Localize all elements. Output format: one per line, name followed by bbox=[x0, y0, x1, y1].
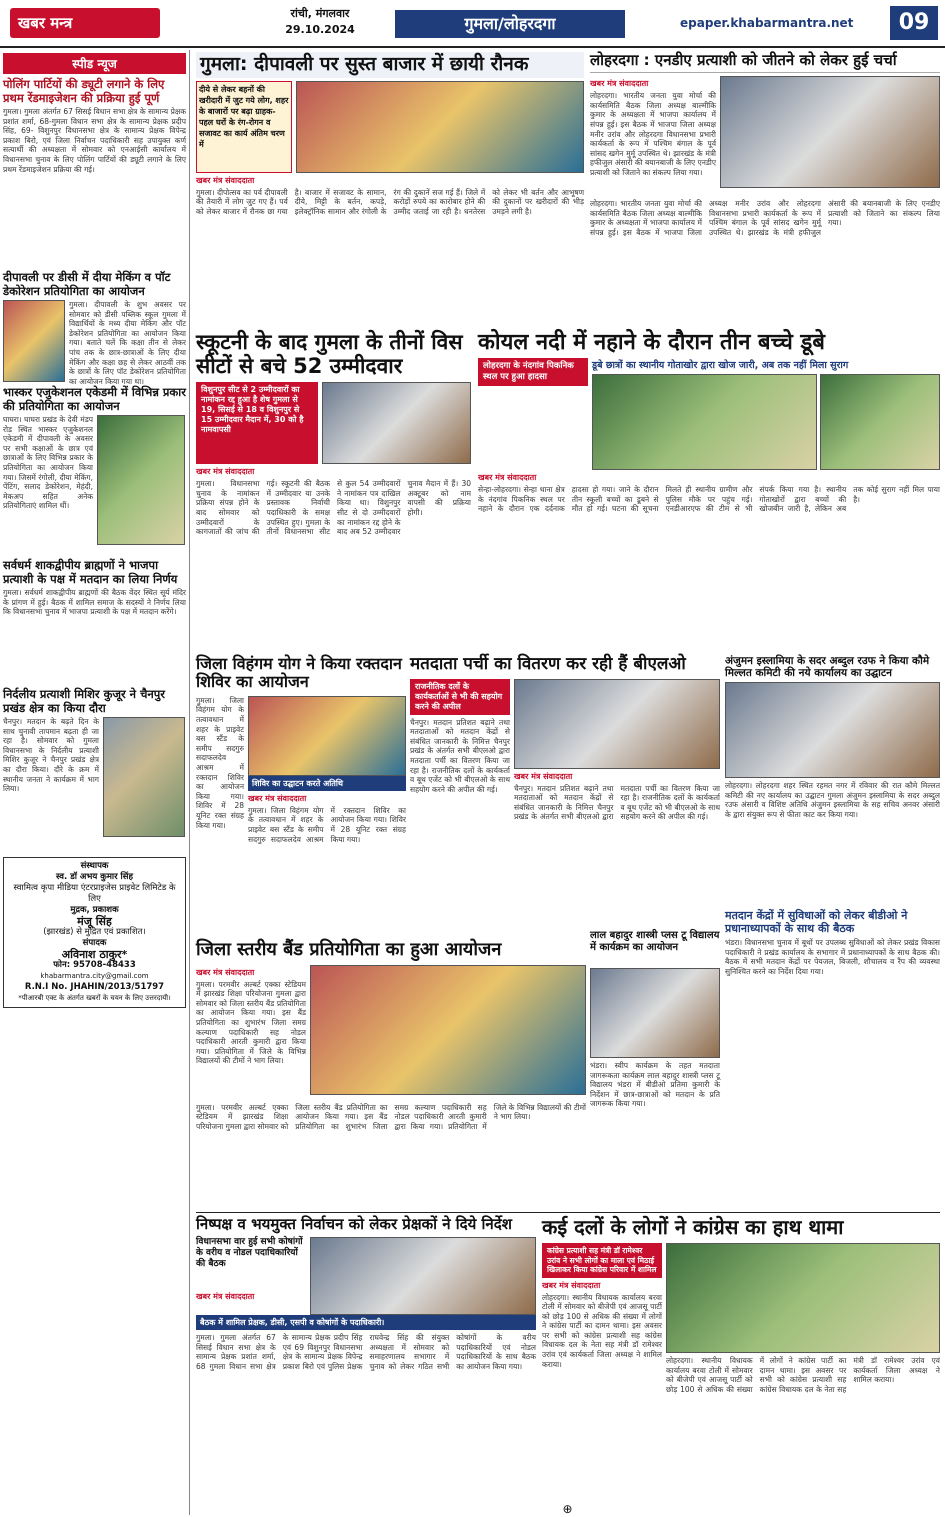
story-diwali-market bbox=[196, 52, 587, 312]
story-photo bbox=[248, 696, 406, 776]
story-body-continued: गुमला। परमवीर अल्बर्ट एक्का स्टेडियम में झारखंड शिक्षा परियोजना गुमला द्वारा सोमवार को जिला स्तरीय बैंड प्रतियोगिता का आयोजन किया गया। इस बैंड प्रतियोगिता का शुभारंभ जिला समग्र कल्याण पदाधिकारी सह नोडल पदाधिकारी आरती कुमारी द्वारा किया गया। प्रतियोगिता में जिले के विभिन्न विद्यालयों की टीमों ने भाग लिया। bbox=[196, 1102, 589, 1131]
issue-date: 29.10.2024 bbox=[285, 23, 355, 36]
story-photo bbox=[310, 965, 586, 1095]
story-headline: जिला विहंगम योग ने किया रक्तदान शिविर का आयोजन bbox=[196, 654, 402, 692]
imprint-line: (झारखंड) से मुद्रित एवं प्रकाशित। bbox=[43, 927, 146, 937]
story-headline: अंजुमन इस्लामिया के सदर अब्दुल रउफ ने किया कौमे मिल्लत कमिटी की नये कार्यालय का उद्घाटन bbox=[725, 655, 930, 680]
city-day: रांची, मंगलवार bbox=[290, 7, 350, 20]
story-subheadline: विधानसभा वार हुई सभी कोषांगों के वरीय व नोडल पदाधिकारियों की बैठक bbox=[196, 1237, 303, 1270]
story-subheadline: डूबे छात्रों का स्थानीय गोताखोर द्वारा खोज जारी, अब तक नहीं मिला सुराग bbox=[592, 360, 849, 372]
story-photo bbox=[666, 1243, 940, 1353]
story-body: गुमला। परमवीर अल्बर्ट एक्का स्टेडियम में झारखंड शिक्षा परियोजना गुमला द्वारा सोमवार को जिला स्तरीय बैंड प्रतियोगिता का आयोजन किया गया। इस बैंड प्रतियोगिता का शुभारंभ जिला समग्र कल्याण पदाधिकारी सह नोडल पदाधिकारी आरती कुमारी द्वारा किया गया। प्रतियोगिता में जिले के विभिन्न विद्यालयों की टीमों ने भाग लिया। bbox=[196, 979, 309, 1066]
story-observers-meeting bbox=[196, 1215, 539, 1498]
news-photo bbox=[103, 717, 185, 837]
story-body-continued: चैनपुर। मतदान प्रतिशत बढ़ाने तथा मतदाताओं को मतदान केंद्रों से संबंधित जानकारी के निमित्त चैनपुर प्रखंड के अंतर्गत सभी बीएलओ द्वारा मतदाता पर्ची का वितरण किया जा रहा है। राजनीतिक दलों के कार्यकर्ता व बूथ एजेंट को भी बीएलओ के साथ सहयोग करने की अपील की गई। bbox=[514, 783, 723, 822]
story-headline: जिला स्तरीय बैंड प्रतियोगिता का हुआ आयोजन bbox=[196, 939, 502, 960]
news-body: गुमला। गुमला अंतर्गत 67 सिसई विधान सभा क्षेत्र के सामान्य प्रेक्षक प्रशांत शर्मा, 68-गुमला विधान सभा क्षेत्र के सामान्य प्रेक्षक प्रदीप सिंह, 69- विशुनपुर विधानसभा क्षेत्र के सामान्य प्रेक्षक विपेन्द्र प्रकाश बिरो, एवं जिला निर्वाचन पदाधिकारी सह उपायुक्त कर्ण सत्यार्थी की अध्यक्षता में सोमवार को एनआईसी कार्यालय में विधानसभा चुनाव के लिए पोलिंग पार्टियों की ड्यूटी लगाने के लिए प्रथम रेंडमाइजेशन प्रक्रिया की गई। bbox=[3, 107, 189, 174]
story-dateline: खबर मंत्र संवाददाता bbox=[196, 1292, 255, 1302]
news-body: गुमला। दीपावली के शुभ अवसर पर सोमवार को डीसी पब्लिक स्कूल गुमला में विद्यार्थियों के मध्य दीया मेकिंग और पॉट डेकोरेशन प्रतियोगिता का आयोजन किया गया। बताते चलें कि कक्षा तीन से लेकर पांच तक के छात्र-छात्राओं के लिए दीया मेकिंग और कक्षा छह से लेकर आठवीं तक के छात्रों के लिए पॉट डेकोरेशन प्रतियोगिता का आयोजन किया गया था। bbox=[69, 300, 189, 386]
story-photo bbox=[592, 374, 817, 470]
story-scrutiny bbox=[196, 330, 474, 650]
story-band-competition bbox=[196, 939, 589, 1210]
story-congress-joining bbox=[542, 1215, 943, 1498]
story-dateline: खबर मंत्र संवाददाता bbox=[196, 467, 255, 477]
story-headline: निष्पक्ष व भयमुक्त निर्वाचन को लेकर प्रेक्षकों ने दिये निर्देश bbox=[196, 1215, 512, 1233]
story-dateline: खबर मंत्र संवाददाता bbox=[196, 175, 255, 185]
story-photo bbox=[310, 1237, 536, 1315]
imprint-box bbox=[3, 857, 186, 1008]
story-headline: गुमला: दीपावली पर सुस्त बाजार में छायी रौनक bbox=[196, 52, 584, 78]
story-photo bbox=[725, 682, 940, 778]
story-body-continued: गुमला। जिला विहंगम योग के तत्वावधान में शहर के प्राइवेट बस स्टैंड के समीप सदगुरु सदाफलदेव आश्रम में रक्तदान शिविर का आयोजन किया गया। शिविर में 28 यूनिट रक्त संग्रह किया गया। bbox=[248, 805, 409, 844]
story-caption: शिविर का उद्घाटन करते अतिथि bbox=[248, 776, 406, 791]
news-headline: भास्कर एजुकेशनल एकेडमी में विभिन्न प्रकार की प्रतियोगिता का आयोजन bbox=[3, 385, 186, 413]
brand-logo: खबर मन्त्र bbox=[10, 8, 160, 38]
imprint-line[interactable]: khabarmantra.city@gmail.com bbox=[40, 972, 149, 980]
imprint-line: संस्थापक bbox=[80, 861, 109, 871]
news-headline: दीपावली पर डीसी में दीया मेकिंग व पॉट डेकोरेशन प्रतियोगिता का आयोजन bbox=[3, 270, 171, 298]
imprint-line: मुद्रक, प्रकाशक bbox=[70, 905, 119, 915]
story-caption: दीये से लेकर बहनों की खरीदारी में जुट गये लोग, शहर के बाजारों पर बढ़ा ग्राहक-पहल घरों के रंग-रोगन व सजावट का कार्य अंतिम चरण में bbox=[196, 81, 292, 173]
news-headline: सर्वधर्म शाकद्वीपीय ब्राह्मणों ने भाजपा प्रत्याशी के पक्ष में मतदान का लिया निर्णय bbox=[3, 558, 178, 586]
story-blood-donation bbox=[196, 654, 409, 935]
imprint-line: *पीआरबी एक्ट के अंतर्गत खबरों के चयन के लिए उत्तरदायी। bbox=[18, 994, 171, 1002]
news-body: गुमला। सर्वधर्म शाकद्वीपीय ब्राह्मणों की बैठक वेंदर स्थित सूर्य मंदिर के प्रांगण में हुई। बैठक में शामिल समाज के सदस्यों ने निर्णय लिया कि विधानसभा चुनाव में भाजपा प्रत्याशी के पक्ष में मतदान करेंगे। bbox=[3, 588, 189, 617]
story-voter-slip bbox=[410, 654, 723, 935]
section-title: गुमला/लोहरदगा bbox=[395, 10, 625, 38]
story-photo bbox=[720, 76, 940, 188]
story-body: गुमला। विधानसभा चुनाव के नामांकन प्रक्रिया संपन्न होने के बाद सोमवार को उम्मीदवारों के कागजातों की जांच की गई। स्कूटनी की बैठक में उम्मीदवार या उनके प्रस्तावक निर्वाची पदाधिकारी के समक्ष उपस्थित हुए। गुमला के तीनों विधानसभा सीट से कुल 54 उम्मीदवारों ने नामांकन पत्र दाखिल किया था। विशुनपुर सीट से दो उम्मीदवारों का नामांकन रद्द होने के बाद अब 52 उम्मीदवार चुनाव मैदान में हैं। 30 अक्टूबर को नाम वापसी की प्रक्रिया होगी। bbox=[196, 479, 474, 537]
story-dateline: खबर मंत्र संवाददाता bbox=[590, 79, 649, 89]
story-headline: लाल बहादुर शास्त्री प्लस टू विद्यालय में कार्यक्रम का आयोजन bbox=[590, 930, 720, 953]
story-body: चैनपुर। मतदान प्रतिशत बढ़ाने तथा मतदाताओं को मतदान केंद्रों से संबंधित जानकारी के निमित्त चैनपुर प्रखंड के अंतर्गत सभी बीएलओ द्वारा मतदाता पर्ची का वितरण किया जा रहा है। राजनीतिक दलों के कार्यकर्ता व बूथ एजेंट को भी बीएलओ के साथ सहयोग करने की अपील की गई। bbox=[410, 717, 513, 794]
dateline-block bbox=[250, 6, 390, 42]
story-photo bbox=[322, 382, 471, 464]
news-body: चैनपुर। मतदान के बढ़ते दिन के साथ चुनावी तापमान बढ़ता ही जा रहा है। सोमवार को गुमला विधानसभा के निर्दलीय प्रत्याशी मिशिर कुजूर ने चैनपुर प्रखंड क्षेत्र का दौरा किया। दौरे के क्रम में स्थानीय जनता ने कार्यक्रम में भाग लिया। bbox=[3, 717, 102, 794]
story-body: लोहरदगा। भारतीय जनता युवा मोर्चा की कार्यसमिति बैठक जिला अध्यक्ष बाल्मीकि कुमार के अध्यक्षता में भाजपा कार्यालय में संपन्न हुई। इस बैठक में भाजपा जिला अध्यक्ष मनीर उरांव और लोहरदगा विधानसभा प्रभारी कार्यकर्ता के रूप में पश्चिम बंगाल के पूर्व सांसद खगेन मुर्मू उपस्थित थे। झारखंड के मंत्री हफीजुल अंसारी की बयानबाजी के लिए एनडीए प्रत्याशी को जिताने का संकल्प लिया गया। bbox=[590, 91, 719, 177]
story-nda-candidate bbox=[590, 51, 943, 324]
registration-mark: ⊕ bbox=[562, 1501, 573, 1516]
imprint-line: फोन: 95708-48433 bbox=[53, 960, 136, 970]
story-body: गुमला। जिला विहंगम योग के तत्वावधान में शहर के प्राइवेट बस स्टैंड के समीप सदगुरु सदाफलदेव आश्रम में रक्तदान शिविर का आयोजन किया गया। शिविर में 28 यूनिट रक्त संग्रह किया गया। bbox=[196, 695, 247, 830]
story-highlight: राजनीतिक दलों के कार्यकर्ताओं से भी की सहयोग करने की अपील bbox=[410, 679, 510, 715]
story-highlight: कांग्रेस प्रत्याशी सह मंत्री डॉ रामेश्वर उरांव ने सभी लोगों का माला एवं मिठाई खिलाकर किया कांग्रेस परिवार में शामिल bbox=[542, 1243, 662, 1278]
left-column bbox=[0, 50, 190, 1515]
imprint-line: अविनाश ठाकुर* bbox=[61, 948, 128, 961]
story-body-continued: लोहरदगा। भारतीय जनता युवा मोर्चा की कार्यसमिति बैठक जिला अध्यक्ष बाल्मीकि कुमार के अध्यक्षता में भाजपा कार्यालय में संपन्न हुई। इस बैठक में भाजपा जिला अध्यक्ष मनीर उरांव और लोहरदगा विधानसभा प्रभारी कार्यकर्ता के रूप में पश्चिम बंगाल के पूर्व सांसद खगेन मुर्मू उपस्थित थे। झारखंड के मंत्री हफीजुल अंसारी की बयानबाजी के लिए एनडीए प्रत्याशी को जिताने का संकल्प लिया गया। bbox=[590, 199, 943, 238]
story-body: लोहरदगा। स्थानीय विधायक कार्यालय बरवा टोली में सोमवार को बीजेपी एवं आजसू पार्टी को छोड़ 100 से अधिक की संख्या में लोगों ने कांग्रेस पार्टी का दामन थामा। इस अवसर पर सभी को कांग्रेस प्रत्याशी सह कांग्रेस विधायक दल के नेता सह मंत्री डॉ रामेश्वर उरांव एवं कार्यकर्ता जिला अध्यक्ष ने शामिल कराया। bbox=[542, 1292, 665, 1369]
news-headline: पोलिंग पार्टियों की ड्यूटी लगाने के लिए प्रथम रेंडमाइजेशन की प्रक्रिया हुई पूर्ण bbox=[3, 77, 165, 105]
story-highlight: विशुनपुर सीट से 2 उम्मीदवारों का नामांकन रद्द हुआ है शेष गुमला से 19, सिसई से 18 व विशुनपुर से 15 उम्मीदवार मैदान में, 30 को है नामवापसी bbox=[196, 382, 318, 464]
story-body: सेन्हा-लोहरदगा। सेन्हा थाना क्षेत्र के नंदगांव पिकनिक स्थल पर नहाने के दौरान एक दर्दनाक हादसा हो गया। जाने के दौरान तीन स्कूली बच्चों का डूबने से मौत हो गई। घटना की सूचना मिलते ही स्थानीय ग्रामीण और पुलिस मौके पर पहुंच गई। एनडीआरएफ की टीम से भी संपर्क किया गया है। स्थानीय गोताखोरों द्वारा बच्चों की खोजबीन जारी है, लेकिन अब तक कोई सुराग नहीं मिल पाया है। bbox=[478, 485, 943, 514]
story-body: लोहरदगा। लोहरदगा शहर स्थित रहमत नगर में रविवार की रात कौमे मिल्लत कमिटी की नए कार्यालय का उद्घाटन गुमला अंजुमन इस्लामिया के सदर अब्दुल रउफ अंसारी व विशिष्ट अतिथि अंजुमन इस्लामिया के सह सचिव अनवर अंसारी के द्वारा संयुक्त रूप से फीता काट कर किया गया। bbox=[725, 781, 943, 819]
story-koel-river bbox=[478, 330, 943, 655]
story-dateline: खबर मंत्र संवाददाता bbox=[196, 967, 255, 977]
story-headline: मतदाता पर्ची का वितरण कर रही हैं बीएलओ bbox=[410, 654, 686, 674]
story-highlight: लोहरदगा के नंदगांव पिकनिक स्थल पर हुआ हादसा bbox=[478, 358, 588, 386]
story-photo bbox=[296, 81, 584, 173]
story-caption: बैठक में शामिल प्रेक्षक, डीसी, एसपी व कोषांगों के पदाधिकारी। bbox=[196, 1315, 536, 1330]
story-dateline: खबर मंत्र संवाददाता bbox=[542, 1280, 601, 1290]
story-dateline: खबर मंत्र संवाददाता bbox=[514, 771, 573, 781]
story-headline: मतदान केंद्रों में सुविधाओं को लेकर बीडीओ ने प्रधानाध्यापकों के साथ की बैठक bbox=[725, 909, 908, 935]
story-lbs-school-title bbox=[590, 930, 720, 965]
story-body: गुमला। दीपोत्सव का पर्व दीपावली की तैयारी में लोग जुट गए हैं। पर्व को लेकर बाजार में रौनक छा गया है। बाजार में सजावट के सामान, दीये, मिट्टी के बर्तन, कपड़े, इलेक्ट्रॉनिक सामान और रंगोली के रंग की दुकानें सज गई हैं। जिले में करोड़ों रुपये का कारोबार होने की उम्मीद जताई जा रही है। धनतेरस को लेकर भी बर्तन और आभूषण की दुकानों पर खरीदारों की भीड़ उमड़ने लगी है। bbox=[196, 187, 587, 217]
story-body: भंडरा। विधानसभा चुनाव में बूथों पर उपलब्ध सुविधाओं को लेकर प्रखंड विकास पदाधिकारी ने प्रखंड कार्यालय के सभागार में प्रधानाध्यापकों के साथ बैठक की। बैठक में सभी मतदान केंद्रों पर पेयजल, बिजली, शौचालय व रैंप की व्यवस्था सुनिश्चित करने का निर्देश दिया गया। bbox=[725, 938, 943, 977]
story-body: गुमला। गुमला अंतर्गत 67 सिसई विधान सभा क्षेत्र के सामान्य प्रेक्षक प्रशांत शर्मा, 68 गुमला विधान सभा क्षेत्र के सामान्य प्रेक्षक प्रदीप सिंह एवं 69 विशुनपुर विधानसभा क्षेत्र के सामान्य प्रेक्षक विपेन्द्र प्रकाश बिरो एवं पुलिस प्रेक्षक राघवेन्द्र सिंह की संयुक्त अध्यक्षता में सोमवार को समाहरणालय सभागार में चुनाव को लेकर गठित सभी कोषांगों के वरीय पदाधिकारियों एवं नोडल पदाधिकारियों के साथ बैठक का आयोजन किया गया। bbox=[196, 1333, 539, 1372]
imprint-line: मंजू सिंह bbox=[77, 915, 112, 928]
story-dateline: खबर मंत्र संवाददाता bbox=[248, 793, 307, 803]
story-body-continued: लोहरदगा। स्थानीय विधायक कार्यालय बरवा टोली में सोमवार को बीजेपी एवं आजसू पार्टी को छोड़ 100 से अधिक की संख्या में लोगों ने कांग्रेस पार्टी का दामन थामा। इस अवसर पर सभी को कांग्रेस प्रत्याशी सह कांग्रेस विधायक दल के नेता सह मंत्री डॉ रामेश्वर उरांव एवं कार्यकर्ता जिला अध्यक्ष ने शामिल कराया। bbox=[666, 1356, 943, 1394]
news-photo bbox=[3, 300, 65, 382]
story-photo bbox=[590, 968, 720, 1058]
news-headline: निर्दलीय प्रत्याशी मिशिर कुजूर ने चैनपुर प्रखंड क्षेत्र का किया दौरा bbox=[3, 687, 165, 715]
news-body: घाघरा। घाघरा प्रखंड के देवी मंडप रोड स्थित भास्कर एजुकेशनल एकेडमी में दीपावली के अवसर पर सभी कक्षाओं के छात्र एवं छात्राओं के लिए विभिन्न प्रकार के प्रतियोगिता का आयोजन किया गया। जिसमें रंगोली, दीया मेकिंग, पेंटिंग, सलाद डेकोरेशन, मेहंदी, मेकअप सहित अनेक प्रतियोगिताएं शामिल थीं। bbox=[3, 415, 96, 511]
imprint-line: स्व. डॉ अभय कुमार सिंह bbox=[56, 872, 133, 882]
story-body: भंडरा। स्वीप कार्यक्रम के तहत मतदाता जागरूकता कार्यक्रम लाल बहादुर शास्त्री प्लस टू विद्यालय भंडरा में बीडीओ प्रतिमा कुमारी के निर्देशन में छात्र-छात्राओं को मतदान के प्रति जागरूक किया गया। bbox=[590, 1061, 723, 1109]
story-headline: कई दलों के लोगों ने कांग्रेस का हाथ थामा bbox=[542, 1215, 844, 1239]
story-photo bbox=[820, 374, 940, 470]
imprint-line: R.N.I No. JHAHIN/2013/51797 bbox=[24, 982, 165, 992]
news-photo bbox=[97, 415, 185, 545]
section-divider bbox=[196, 1212, 940, 1214]
story-headline: स्कूटनी के बाद गुमला के तीनों विस सीटों से बचे 52 उम्मीदवार bbox=[196, 330, 463, 379]
story-anjuman-office bbox=[725, 655, 943, 905]
page-number: 09 bbox=[890, 6, 938, 40]
story-polling-facilities bbox=[725, 909, 943, 1210]
imprint-line: संपादक bbox=[82, 938, 107, 948]
imprint-line: स्वामित्व कृपा मीडिया एंटरप्राइजेस प्राइवेट लिमिटेड के लिए bbox=[13, 883, 176, 904]
epaper-link[interactable]: epaper.khabarmantra.net bbox=[680, 16, 854, 30]
story-headline: लोहरदगा : एनडीए प्रत्याशी को जीतने को लेकर हुई चर्चा bbox=[590, 52, 940, 73]
story-lbs-school bbox=[590, 968, 723, 1208]
story-photo bbox=[514, 679, 720, 769]
speed-news-label: स्पीड न्यूज bbox=[3, 53, 186, 74]
story-dateline: खबर मंत्र संवाददाता bbox=[478, 473, 537, 483]
story-headline: कोयल नदी में नहाने के दौरान तीन बच्चे डूबे bbox=[478, 330, 825, 355]
